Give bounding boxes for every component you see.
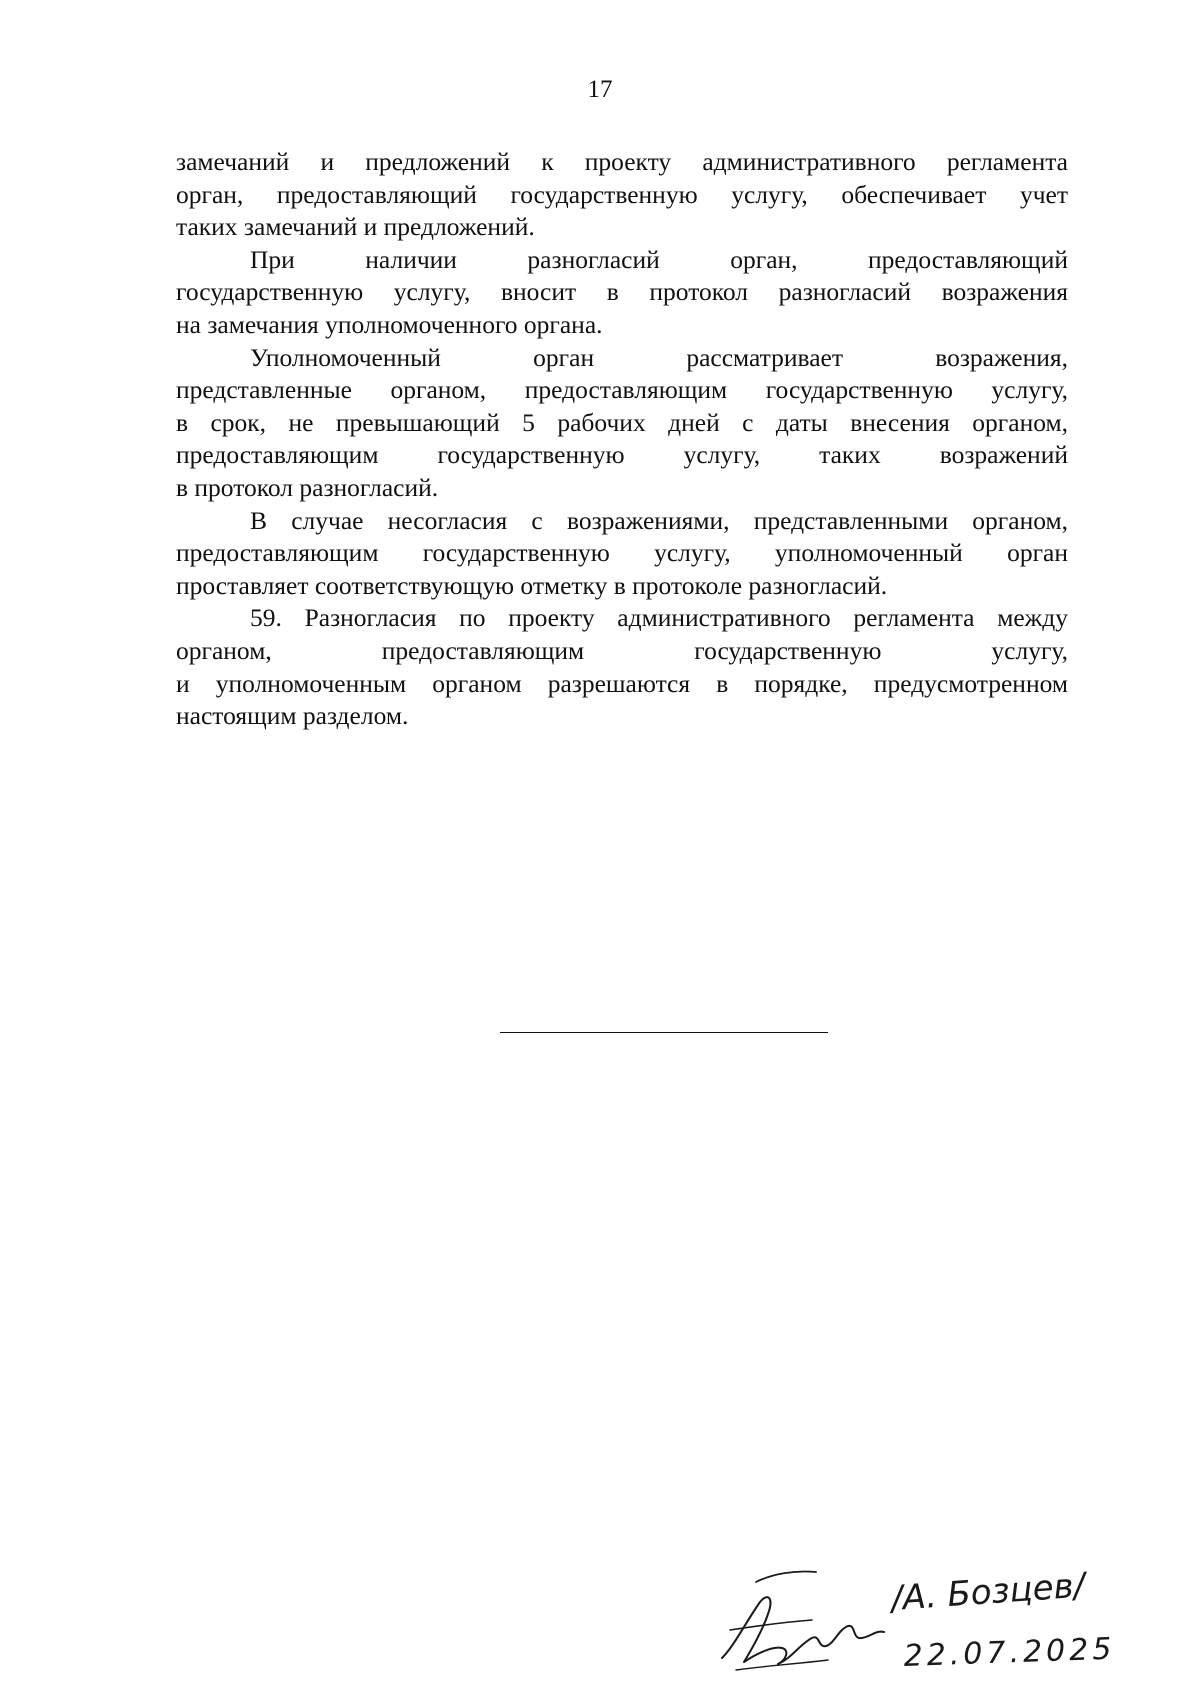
text-line: на замечания уполномоченного органа.	[176, 309, 603, 339]
text-line: таких замечаний и предложений.	[176, 212, 535, 242]
document-body	[176, 146, 1068, 733]
text-line: и уполномоченным органом разрешаются в порядке, предусмотренном	[176, 668, 1068, 698]
text-line: 59. Разногласия по проекту административного регламента между	[250, 603, 1068, 633]
text-line: При наличии разногласий орган, предоставляющий	[250, 244, 1068, 274]
text-line: в протокол разногласий.	[176, 472, 439, 502]
text-line: В случае несогласия с возражениями, представленными органом,	[250, 505, 1068, 535]
text-line: представленные органом, предоставляющим государственную услугу,	[176, 375, 1068, 405]
text-line: настоящим разделом.	[176, 701, 409, 731]
text-line: Уполномоченный орган рассматривает возражения,	[250, 342, 1068, 372]
end-of-section-rule	[500, 1032, 828, 1033]
paragraph-item-59	[176, 602, 1068, 732]
text-line: предоставляющим государственную услугу, уполномоченный орган	[176, 538, 1068, 568]
text-line: проставляет соответствующую отметку в протоколе разногласий.	[176, 570, 888, 600]
signature-block	[716, 1560, 1156, 1690]
text-line: замечаний и предложений к проекту административного регламента	[176, 147, 1068, 176]
text-line: органом, предоставляющим государственную услугу,	[176, 635, 1068, 665]
paragraph-disagreement-mark	[176, 505, 1068, 603]
signature-name-text: /А. Бозцев/	[889, 1565, 1087, 1619]
paragraph-disagreement-objections	[176, 244, 1068, 342]
text-line: орган, предоставляющий государственную услугу, обеспечивает учет	[176, 179, 1068, 209]
text-line: предоставляющим государственную услугу, таких возражений	[176, 440, 1068, 470]
text-line: в срок, не превышающий 5 рабочих дней с даты внесения органом,	[176, 407, 1068, 437]
handwritten-signature	[716, 1560, 1156, 1690]
page-number: 17	[587, 76, 613, 103]
text-line: государственную услугу, вносит в протокол разногласий возражения	[176, 277, 1068, 307]
paragraph-authorized-body-review	[176, 342, 1068, 505]
paragraph-continuation	[176, 146, 1068, 244]
signature-date-text: 22.07.2025	[903, 1631, 1116, 1674]
